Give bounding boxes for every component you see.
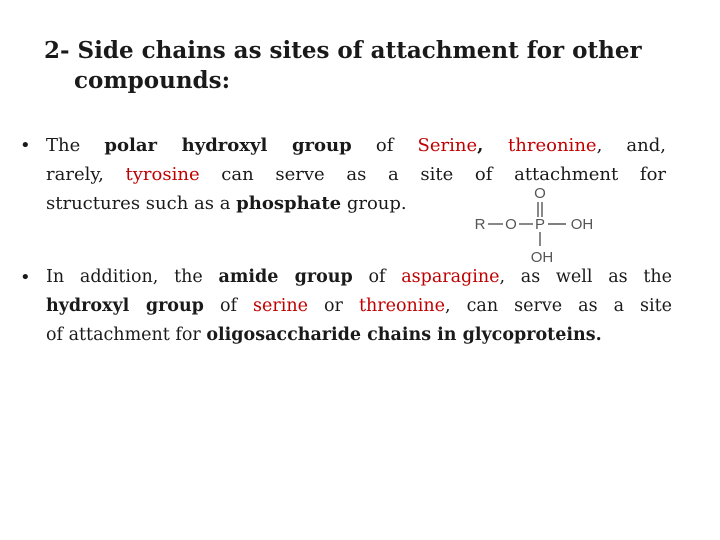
formula-oh-bottom: OH xyxy=(530,249,554,266)
term-serine: Serine xyxy=(417,135,478,156)
slide-title xyxy=(44,36,684,96)
text: of attachment for xyxy=(46,325,207,345)
term-tyrosine: tyrosine xyxy=(125,164,200,185)
formula-o-left: O xyxy=(505,216,517,233)
term-oligosaccharide-chains: oligosaccharide chains in glycoproteins. xyxy=(206,325,602,345)
bullet-amide-group xyxy=(20,263,673,350)
text: structures such as a xyxy=(46,193,237,214)
text: , xyxy=(477,135,509,156)
bullet-marker: • xyxy=(20,267,31,288)
text: , can serve as a site xyxy=(445,296,673,316)
text: , as well as the xyxy=(499,267,672,287)
bullet-marker: • xyxy=(20,135,31,156)
bullet2-line-3 xyxy=(46,321,672,350)
formula-r: R xyxy=(474,216,486,233)
formula-oh-right: OH xyxy=(570,216,594,233)
term-threonine: threonine xyxy=(358,296,446,316)
bullet2-line-1 xyxy=(46,263,672,292)
formula-p: P xyxy=(534,216,546,233)
text: can serve as a site of attachment for xyxy=(199,164,667,185)
term-phosphate: phosphate xyxy=(236,193,342,214)
text: or xyxy=(307,296,359,316)
title-line-2: compounds: xyxy=(74,67,231,94)
term-polar-hydroxyl-group: polar hydroxyl group xyxy=(104,135,352,156)
text: of xyxy=(351,135,418,156)
term-amide-group: amide group xyxy=(218,267,353,287)
text: group. xyxy=(341,193,407,214)
title-line-1: 2- Side chains as sites of attachment for other xyxy=(44,37,642,64)
text: of xyxy=(352,267,402,287)
term-serine: serine xyxy=(253,296,308,316)
term-threonine: threonine xyxy=(508,135,597,156)
text: The xyxy=(46,135,105,156)
text: rarely, xyxy=(46,164,126,185)
bullet2-line-2 xyxy=(46,292,672,321)
text: of xyxy=(203,296,254,316)
term-asparagine: asparagine xyxy=(401,267,500,287)
phosphate-structure-diagram xyxy=(468,183,608,267)
term-hydroxyl-group: hydroxyl group xyxy=(46,296,204,316)
phosphate-structure-svg xyxy=(468,183,608,267)
bullet1-line-1 xyxy=(46,131,666,160)
text: In addition, the xyxy=(46,267,219,287)
text: , and, xyxy=(596,135,666,156)
formula-o-top: O xyxy=(534,185,546,202)
